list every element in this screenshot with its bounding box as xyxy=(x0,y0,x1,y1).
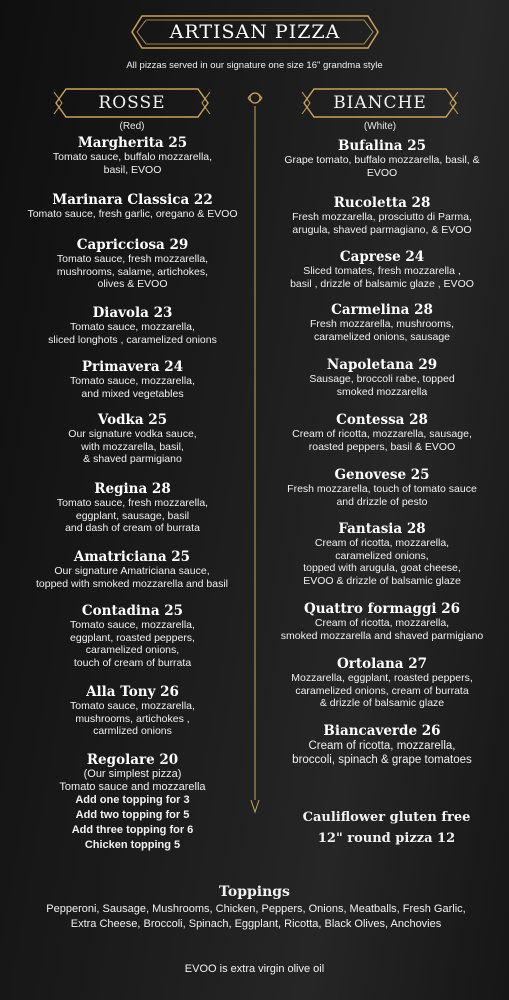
menu-item-napoletana xyxy=(262,357,502,398)
item-desc: Grape tomato, buffalo mozzarella, basil, & EVOO xyxy=(284,154,480,179)
item-desc: Tomato sauce, mozzarella, eggplant, roasted peppers, caramelized onions, touch of cream of burrata xyxy=(70,619,195,669)
menu-item-primavera xyxy=(20,359,245,400)
item-name: Napoletana 29 xyxy=(326,357,438,373)
item-name: Bufalina 25 xyxy=(337,138,427,154)
item-desc: Tomato sauce, buffalo mozzarella, basil, EVOO xyxy=(52,151,213,176)
item-name: Regina 28 xyxy=(94,481,171,497)
item-name: Genovese 25 xyxy=(334,467,430,483)
page-title: ARTISAN PIZZA xyxy=(169,21,341,43)
menu-item-marinara xyxy=(20,192,245,221)
item-desc: (Our simplest pizza) Tomato sauce and mozzarella xyxy=(59,768,206,793)
menu-item-capricciosa xyxy=(20,237,245,291)
item-name: Diavola 23 xyxy=(92,305,173,321)
item-desc: Tomato sauce, fresh mozzarella, eggplant, sausage, basil and dash of cream of burrata xyxy=(56,497,209,534)
item-name: Marinara Classica 22 xyxy=(52,192,213,208)
item-desc: Tomato sauce, fresh garlic, oregano & EVOO xyxy=(27,208,238,220)
menu-item-rucoletta xyxy=(262,195,502,236)
item-desc: Cream of ricotta, mozzarella, smoked mozzarella and shaved parmigiano xyxy=(280,617,484,642)
rosse-subtitle: (Red) xyxy=(119,121,145,132)
item-desc: Mozzarella, eggplant, roasted peppers, caramelized onions, cream of burrata & drizzle of balsamic glaze xyxy=(291,672,473,709)
item-desc: Fresh mozzarella, mushrooms, caramelized onions, sausage xyxy=(309,318,455,343)
rosse-title: ROSSE xyxy=(98,93,166,113)
item-desc: Our signature Amatriciana sauce, topped with smoked mozzarella and basil xyxy=(35,565,229,590)
cauliflower-line2: 12" round pizza 12 xyxy=(317,831,456,846)
menu-item-vodka xyxy=(20,412,245,466)
item-name: Fantasia 28 xyxy=(338,521,426,537)
menu-item-genovese xyxy=(262,467,502,508)
item-desc: Fresh mozzarella, touch of tomato sauce and drizzle of pesto xyxy=(287,483,477,508)
item-desc: Tomato sauce, mozzarella, sliced longhots , caramelized onions xyxy=(48,321,217,346)
menu-item-margherita xyxy=(20,135,245,176)
menu-item-biancaverde xyxy=(262,723,502,767)
topping-addon: Add two topping for 5 xyxy=(75,809,190,821)
item-desc: Cream of ricotta, mozzarella, sausage, roasted peppers, basil & EVOO xyxy=(292,428,472,453)
item-name: Ortolana 27 xyxy=(336,656,428,672)
header-banner xyxy=(130,12,380,52)
bianche-subtitle: (White) xyxy=(363,121,397,132)
item-name: Contessa 28 xyxy=(336,412,428,428)
item-desc: Fresh mozzarella, prosciutto di Parma, arugula, shaved parmagiano, & EVOO xyxy=(292,211,472,236)
item-name: Vodka 25 xyxy=(97,412,168,428)
menu-item-caprese xyxy=(262,249,502,290)
menu-item-fantasia xyxy=(262,521,502,587)
item-name: Alla Tony 26 xyxy=(86,684,179,700)
item-desc: Tomato sauce, fresh mozzarella, mushrooms, salame, artichokes, olives & EVOO xyxy=(56,253,209,290)
item-name: Regolare 20 xyxy=(86,752,179,768)
menu-item-ortolana xyxy=(262,656,502,710)
topping-addon: Add three topping for 6 xyxy=(71,824,194,836)
menu-item-regina xyxy=(20,481,245,535)
item-name: Amatriciana 25 xyxy=(73,549,191,565)
item-desc: Sausage, broccoli rabe, topped smoked mozzarella xyxy=(309,373,455,398)
menu-item-alla-tony xyxy=(20,684,245,738)
topping-addon: Add one topping for 3 xyxy=(75,794,190,806)
footnote: EVOO is extra virgin olive oil xyxy=(184,963,325,975)
menu-item-quattro-formaggi xyxy=(262,601,502,642)
item-name: Caprese 24 xyxy=(339,249,425,265)
item-name: Rucoletta 28 xyxy=(333,195,431,211)
toppings-list: Pepperoni, Sausage, Mushrooms, Chicken, Peppers, Onions, Meatballs, Fresh Garlic, Extra Cheese, Broccoli, Spinach, Eggplant, Ricotta, Black Olives, Anchovies xyxy=(46,903,466,930)
item-desc: Sliced tomates, fresh mozzarella , basil , drizzle of balsamic glaze , EVOO xyxy=(290,265,474,290)
toppings-title: Toppings xyxy=(219,884,290,900)
menu-item-contadina xyxy=(20,603,245,669)
item-name: Quattro formaggi 26 xyxy=(303,601,461,617)
item-desc: Tomato sauce, mozzarella, and mixed vegetables xyxy=(70,375,195,400)
item-name: Primavera 24 xyxy=(81,359,184,375)
item-name: Contadina 25 xyxy=(81,603,184,619)
menu-item-diavola xyxy=(20,305,245,346)
item-name: Biancaverde 26 xyxy=(323,723,441,739)
menu-item-amatriciana xyxy=(14,549,250,590)
cauliflower-line1: Cauliflower gluten free xyxy=(302,810,471,825)
menu-item-carmelina xyxy=(262,302,502,343)
item-name: Capricciosa 29 xyxy=(76,237,189,253)
rosse-banner xyxy=(52,86,212,120)
item-desc: Cream of ricotta, mozzarella, caramelized onions, topped with arugula, goat cheese, EVOO & drizzle of balsamic glaze xyxy=(303,537,461,587)
item-name: Carmelina 28 xyxy=(331,302,433,318)
menu-item-bufalina xyxy=(262,138,502,179)
menu-item-regolare xyxy=(20,752,245,853)
page-subtitle: All pizzas served in our signature one size 16" grandma style xyxy=(126,60,383,71)
item-name: Margherita 25 xyxy=(77,135,188,151)
item-desc: Cream of ricotta, mozzarella, broccoli, spinach & grape tomatoes xyxy=(292,740,472,766)
topping-addon: Chicken topping 5 xyxy=(84,839,181,851)
item-desc: Our signature vodka sauce, with mozzarella, basil, & shaved parmigiano xyxy=(68,428,197,465)
cauliflower-special xyxy=(264,807,509,849)
bianche-banner xyxy=(300,86,460,120)
menu-item-contessa xyxy=(262,412,502,453)
item-desc: Tomato sauce, mozzarella, mushrooms, artichokes , carmlized onions xyxy=(70,700,195,737)
bianche-title: BIANCHE xyxy=(333,93,427,113)
